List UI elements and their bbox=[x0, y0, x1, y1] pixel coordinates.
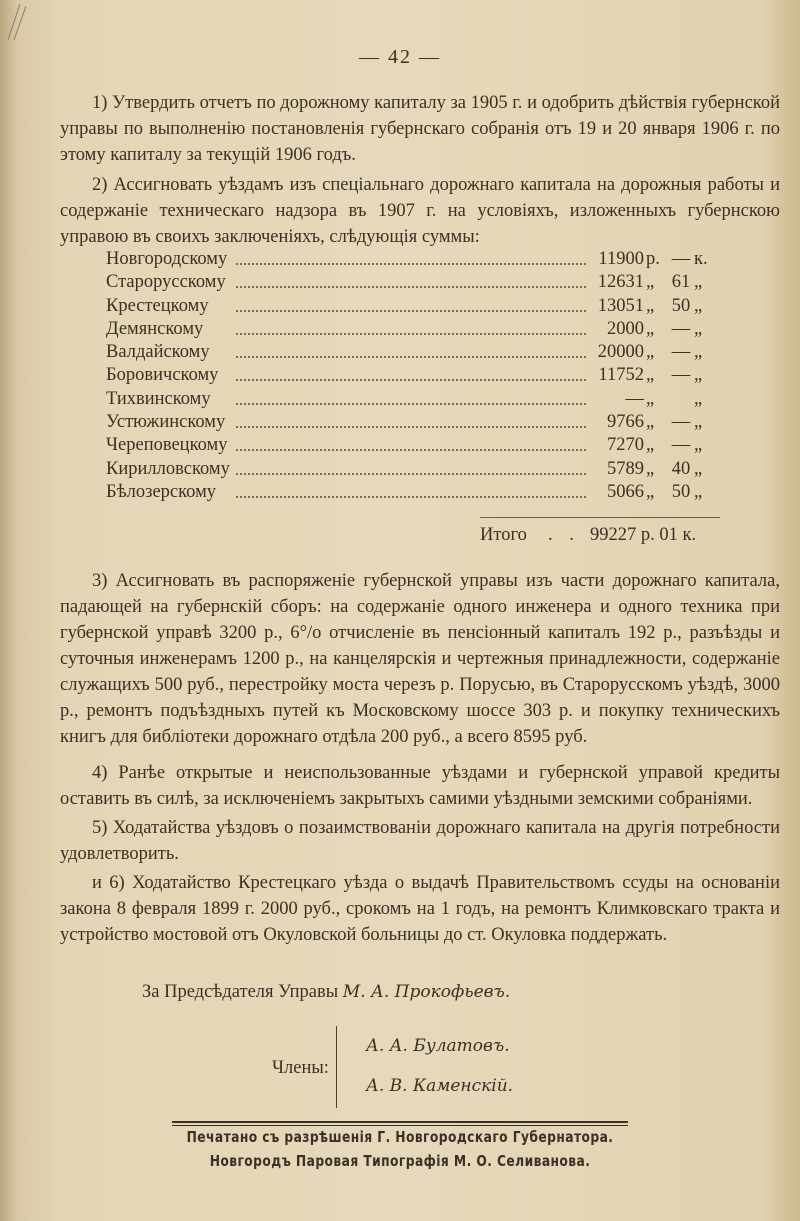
leader-dots bbox=[236, 481, 586, 498]
total-value: 99227 р. 01 к. bbox=[590, 525, 697, 545]
allocation-kopecks: — bbox=[671, 342, 691, 363]
allocation-rubles: 11752 bbox=[598, 365, 644, 386]
allocation-rubles: 7270 bbox=[607, 435, 644, 456]
leader-dots bbox=[236, 248, 586, 265]
allocation-district: Крестецкому bbox=[106, 295, 213, 318]
allocation-rub-unit: р. bbox=[646, 249, 660, 269]
page-number: — 42 — bbox=[359, 46, 441, 68]
leader-dots bbox=[236, 411, 586, 428]
allocation-kop-unit: „ bbox=[694, 295, 703, 316]
allocation-kopecks: 61 bbox=[671, 272, 691, 293]
leader-dots bbox=[236, 434, 586, 451]
leader-dots bbox=[236, 388, 586, 405]
allocation-kopecks: — bbox=[671, 365, 691, 386]
allocation-list bbox=[106, 248, 706, 504]
allocation-rub-unit: „ bbox=[646, 458, 655, 479]
allocation-district: Череповецкому bbox=[106, 434, 232, 457]
member-1-signature: А. А. Булатовъ. bbox=[366, 1036, 510, 1056]
paragraph-1: 1) Утвердить отчетъ по дорожному капиталу за 1905 г. и одобрить дѣйствія губернской управы по выполненію постановленія губернскаго собранія отъ 19 и 20 января 1906 г. по этому капиталу за текущій 1906 годъ. bbox=[60, 93, 780, 165]
allocation-rub-unit: „ bbox=[646, 412, 655, 433]
allocation-district: Валдайскому bbox=[106, 341, 214, 364]
allocation-district: Демянскому bbox=[106, 318, 207, 341]
allocation-kopecks: 40 bbox=[671, 458, 691, 479]
allocation-kop-unit: „ bbox=[694, 318, 703, 339]
allocation-rubles: 9766 bbox=[607, 412, 644, 433]
paragraph-6: и 6) Ходатайство Крестецкаго уѣзда о выдачѣ Правительствомъ ссуды на основаніи закона 8 февраля 1899 г. 2000 руб., срокомъ на 1 годъ, на ремонтъ Климковскаго тракта и устройство мостовой отъ Окуловской больницы до ст. Окуловка поддержать. bbox=[60, 873, 780, 945]
allocation-kopecks: — bbox=[671, 435, 691, 456]
leader-dots bbox=[236, 318, 586, 335]
members-brace bbox=[336, 1026, 347, 1108]
allocation-district: Бѣлозерскому bbox=[106, 481, 220, 504]
allocation-rub-unit: „ bbox=[646, 272, 655, 293]
allocation-rub-unit: „ bbox=[646, 435, 655, 456]
allocation-rubles: 5066 bbox=[607, 481, 644, 502]
imprint-line-2: Новгородъ Паровая Типографія М. О. Селиванова. bbox=[209, 1152, 591, 1170]
allocation-row bbox=[106, 341, 706, 364]
allocation-rubles: 12631 bbox=[597, 272, 644, 293]
allocation-row bbox=[106, 481, 706, 504]
allocation-district: Новгородскому bbox=[106, 248, 231, 271]
allocation-district: Боровичскому bbox=[106, 364, 222, 387]
allocation-kop-unit: „ bbox=[694, 458, 703, 479]
leader-dots bbox=[236, 295, 586, 312]
allocation-district: Старорусскому bbox=[106, 271, 230, 294]
leader-dots bbox=[236, 458, 586, 475]
allocation-row bbox=[106, 388, 706, 411]
allocation-kopecks: — bbox=[671, 412, 691, 433]
allocation-row bbox=[106, 458, 706, 481]
allocation-rub-unit: „ bbox=[646, 365, 655, 386]
total-rule bbox=[480, 517, 720, 518]
allocation-kop-unit: „ bbox=[694, 272, 703, 293]
allocation-rubles: — bbox=[625, 388, 644, 409]
members-label: Члены: bbox=[272, 1058, 329, 1078]
leader-dots bbox=[236, 271, 586, 288]
allocation-kop-unit: „ bbox=[694, 365, 703, 386]
leader-dots bbox=[236, 341, 586, 358]
allocation-row bbox=[106, 318, 706, 341]
allocation-district: Устюжинскому bbox=[106, 411, 229, 434]
allocation-rubles: 11900 bbox=[598, 249, 644, 269]
chair-signature: М. А. Прокофьевъ. bbox=[342, 982, 511, 1002]
paragraph-4: 4) Ранѣе открытые и неиспользованные уѣздами и губернской управой кредиты оставить въ силѣ, за исключеніемъ закрытыхъ самими уѣздными земскими собраніями. bbox=[60, 763, 780, 809]
allocation-kop-unit: „ bbox=[694, 342, 703, 363]
allocation-rub-unit: „ bbox=[646, 388, 655, 409]
allocation-rubles: 2000 bbox=[607, 318, 644, 339]
allocation-rubles: 5789 bbox=[607, 458, 644, 479]
paragraph-5: 5) Ходатайства уѣздовъ о позаимствованіи дорожнаго капитала на другія потребности удовлетворить. bbox=[60, 818, 780, 864]
allocation-row bbox=[106, 411, 706, 434]
allocation-kop-unit: к. bbox=[694, 249, 708, 269]
allocation-rub-unit: „ bbox=[646, 318, 655, 339]
paragraph-2: 2) Ассигновать уѣздамъ изъ спеціальнаго дорожнаго капитала на дорожныя работы и содержаніе техническаго надзора въ 1907 г. на условіяхъ, изложенныхъ губернскою управою въ своихъ заключеніяхъ, слѣдующія суммы: bbox=[60, 175, 780, 247]
allocation-row bbox=[106, 434, 706, 457]
member-2-signature: А. В. Каменскій. bbox=[366, 1076, 514, 1096]
imprint-line-1: Печатано съ разрѣшенія Г. Новгородскаго Губернатора. bbox=[186, 1128, 614, 1146]
allocation-kop-unit: „ bbox=[694, 435, 703, 456]
allocation-kopecks: 50 bbox=[671, 481, 691, 502]
total-dots: . . bbox=[548, 525, 580, 545]
chair-label: За Предсѣдателя Управы bbox=[142, 982, 339, 1002]
imprint-rule bbox=[172, 1121, 628, 1123]
allocation-kopecks: 50 bbox=[671, 295, 691, 316]
allocation-kopecks: — bbox=[671, 249, 691, 269]
total-label: Итого bbox=[480, 525, 527, 545]
allocation-row bbox=[106, 271, 706, 294]
allocation-rub-unit: „ bbox=[646, 295, 655, 316]
chair-signature-line bbox=[142, 982, 510, 1003]
pencil-mark-icon bbox=[4, 2, 34, 42]
allocation-kop-unit: „ bbox=[694, 481, 703, 502]
allocation-kop-unit: „ bbox=[694, 412, 703, 433]
leader-dots bbox=[236, 364, 586, 381]
allocation-row bbox=[106, 248, 706, 271]
allocation-rubles: 20000 bbox=[597, 342, 644, 363]
allocation-kop-unit: „ bbox=[694, 388, 703, 409]
allocation-row bbox=[106, 295, 706, 318]
allocation-rub-unit: „ bbox=[646, 342, 655, 363]
imprint-rule-thin bbox=[172, 1125, 628, 1126]
allocation-rubles: 13051 bbox=[597, 295, 644, 316]
allocation-district: Кирилловскому bbox=[106, 458, 234, 481]
allocation-row bbox=[106, 364, 706, 387]
allocation-district: Тихвинскому bbox=[106, 388, 215, 411]
paragraph-3: 3) Ассигновать въ распоряженіе губернской управы изъ части дорожнаго капитала, падающей на губернскій сборъ: на содержаніе одного инженера и одного техника при губернской управѣ 3200 р., 6°/о отчисленіе въ пенсіонный капиталъ 192 р., разъѣзды и суточныя инженерамъ 1200 р., на канцелярскія и чертежныя принадлежности, содержаніе служащихъ 500 руб., перестройку моста черезъ р. Порусью, въ Старорусскомъ уѣздѣ, 3000 р., ремонтъ подъѣздныхъ путей къ Московскому шоссе 303 р. и покупку техническихъ книгъ для библіотеки дорожнаго отдѣла 200 руб., а всего 8595 руб. bbox=[60, 571, 780, 747]
allocation-kopecks: — bbox=[671, 318, 691, 339]
allocation-rub-unit: „ bbox=[646, 481, 655, 502]
